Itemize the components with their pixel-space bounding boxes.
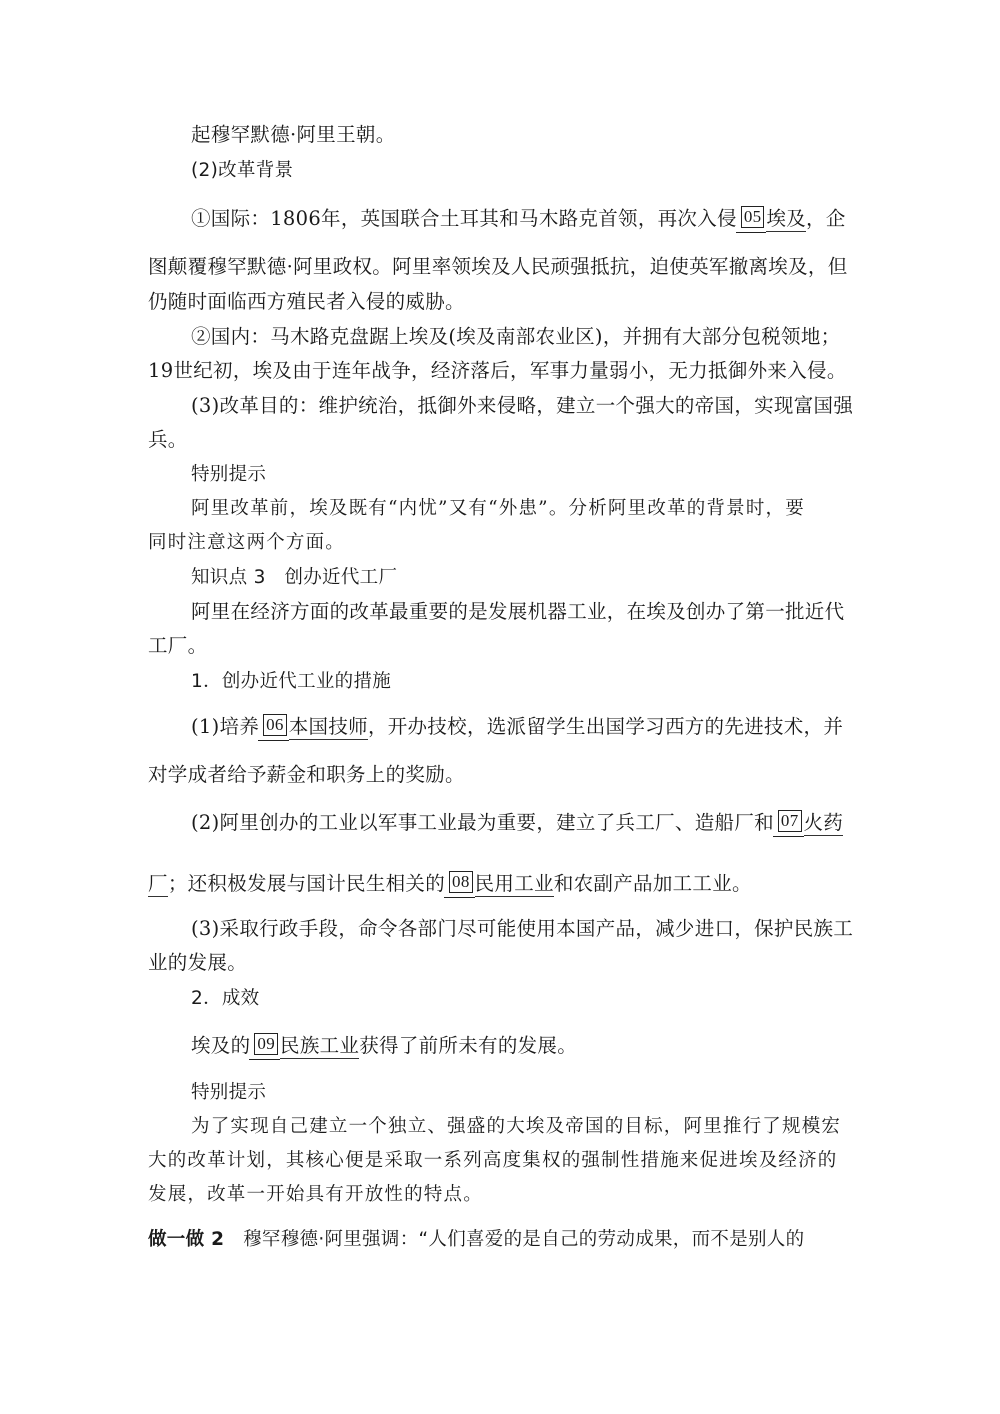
paragraph-line: 业的发展。: [148, 951, 248, 974]
paragraph-line: 对学成者给予薪金和职务上的奖励。: [148, 763, 465, 786]
tip-text: 同时注意这两个方面。: [148, 532, 346, 553]
paragraph-domestic: ②国内：马木路克盘踞上埃及(埃及南部农业区)，并拥有大部分包税领地；: [191, 325, 841, 348]
blank-number-box: 09: [254, 1033, 278, 1055]
paragraph-line: 兵。: [148, 428, 188, 451]
result-paragraph: [191, 1033, 853, 1059]
answer-text: 民族工业: [280, 1034, 360, 1057]
paragraph-line: 起穆罕默德·阿里王朝。: [191, 123, 396, 146]
text: 埃及的: [191, 1034, 251, 1057]
text: (1)培养: [191, 715, 260, 738]
answer-text: 本国技师: [288, 715, 368, 738]
text: ，开办技校，选派留学生出国学习西方的先进技术，并: [367, 715, 844, 738]
paragraph-line: 19世纪初，埃及由于连年战争，经济落后，军事力量弱小，无力抵御外来入侵。: [148, 359, 847, 382]
measure-3: (3)采取行政手段，命令各部门尽可能使用本国产品，减少进口，保护民族工: [191, 917, 854, 940]
exercise-label: 做一做 2: [148, 1229, 225, 1250]
tip-title: 特别提示: [191, 1082, 267, 1103]
answer-text: 厂: [148, 872, 168, 895]
measure-2-continued: [148, 871, 853, 897]
paragraph-international: [191, 206, 853, 232]
paragraph-line: 工厂。: [148, 634, 208, 657]
paragraph-reform-goal: (3)改革目的：维护统治，抵御外来侵略，建立一个强大的帝国，实现富国强: [191, 394, 854, 417]
exercise-text: 穆罕穆德·阿里强调：“人们喜爱的是自己的劳动成果，而不是别人的: [224, 1229, 805, 1250]
blank-number-box: 08: [449, 871, 473, 893]
paragraph-line: 图颠覆穆罕默德·阿里政权。阿里率领埃及人民顽强抵抗，迫使英军撤离埃及，但: [148, 255, 848, 278]
measure-1: [191, 714, 853, 740]
measure-2: [191, 810, 853, 836]
answer-text: 民用工业: [474, 872, 554, 895]
tip-text: 为了实现自己建立一个独立、强盛的大埃及帝国的目标，阿里推行了规模宏: [191, 1116, 842, 1137]
subheading-reform-background: (2)改革背景: [191, 160, 294, 181]
answer-text: 埃及: [766, 207, 807, 230]
section-heading-results: 2．成效: [191, 988, 260, 1009]
blank-number-box: 05: [741, 206, 765, 228]
text: 和农副产品加工工业。: [553, 872, 752, 895]
paragraph-line: 仍随时面临西方殖民者入侵的威胁。: [148, 290, 465, 313]
exercise-paragraph: [148, 1226, 853, 1253]
knowledge-point-heading: 知识点 3 创办近代工厂: [191, 567, 398, 588]
text: ，企: [806, 207, 846, 230]
tip-text: 大的改革计划，其核心便是采取一系列高度集权的强制性措施来促进埃及经济的: [148, 1150, 838, 1171]
text: ①国际：1806年，英国联合土耳其和马木路克首领，再次入侵: [191, 207, 737, 230]
tip-text: 发展，改革一开始具有开放性的特点。: [148, 1184, 483, 1205]
paragraph-line: 阿里在经济方面的改革最重要的是发展机器工业，在埃及创办了第一批近代: [191, 600, 845, 623]
section-heading-measures: 1．创办近代工业的措施: [191, 671, 392, 692]
text: (2)阿里创办的工业以军事工业最为重要，建立了兵工厂、造船厂和: [191, 811, 774, 834]
text: 获得了前所未有的发展。: [359, 1034, 578, 1057]
answer-text: 火药: [803, 811, 844, 834]
text: ；还积极发展与国计民生相关的: [167, 872, 446, 895]
blank-number-box: 06: [263, 714, 287, 736]
tip-text: 阿里改革前，埃及既有“内忧”又有“外患”。分析阿里改革的背景时，要: [191, 498, 805, 519]
tip-title: 特别提示: [191, 464, 267, 485]
blank-number-box: 07: [778, 810, 802, 832]
